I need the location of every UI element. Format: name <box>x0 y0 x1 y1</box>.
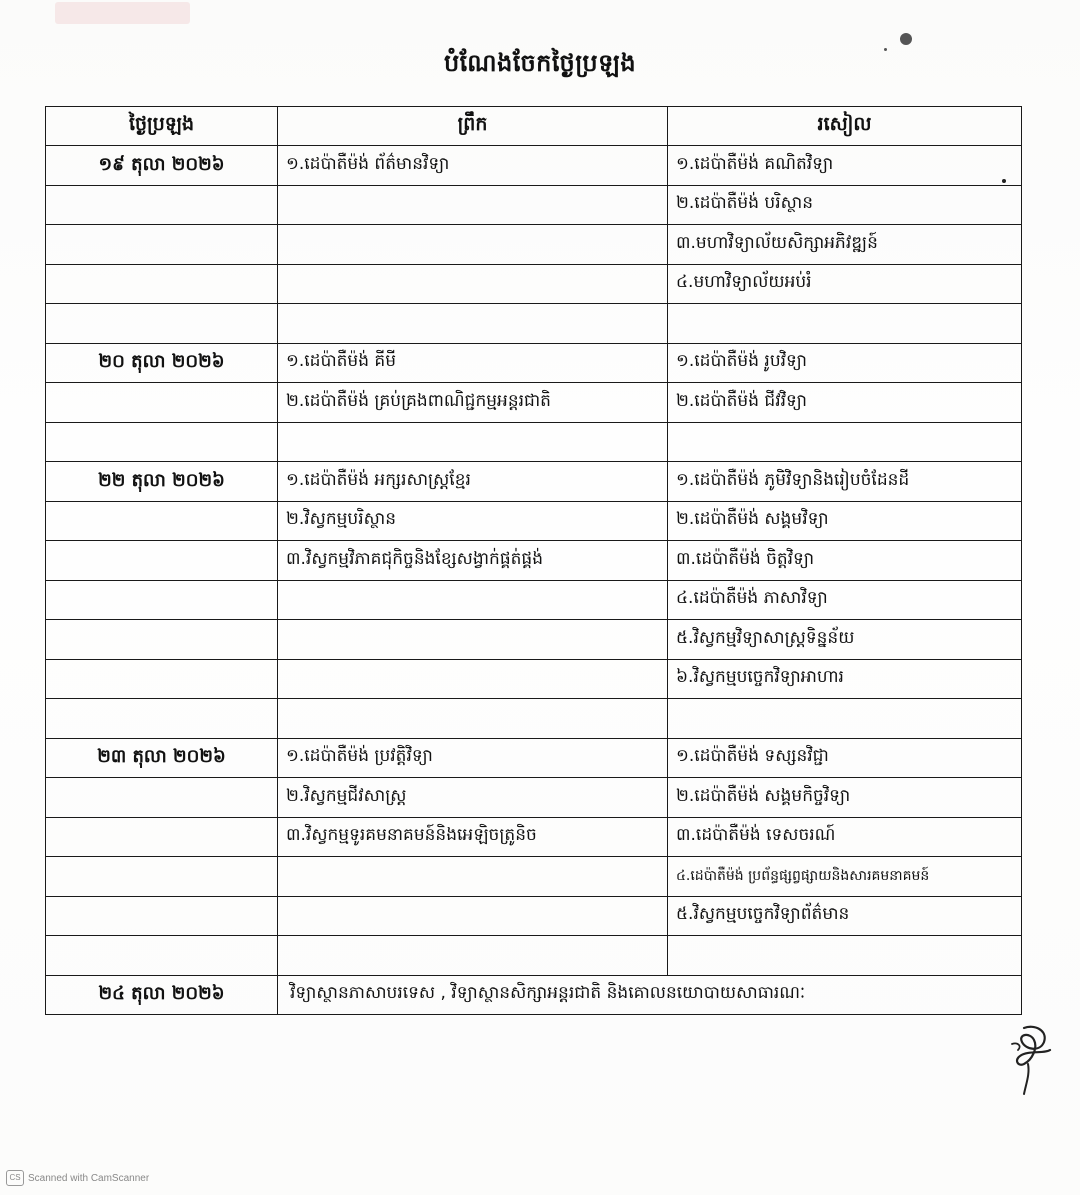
afternoon-session-cell: ៣.ដេប៉ាតឺម៉ង់ ចិត្តវិទ្យា <box>668 541 1022 581</box>
header-morning: ព្រឹក <box>278 107 668 146</box>
morning-session-cell <box>278 896 668 936</box>
afternoon-session-cell: ១.ដេប៉ាតឺម៉ង់ ភូមិវិទ្យានិងរៀបចំដែនដី <box>668 462 1022 502</box>
exam-date-cell <box>46 501 278 541</box>
afternoon-session-cell: ៤.ដេប៉ាតឺម៉ង់ ប្រព័ន្ធផ្សព្វផ្សាយនិងសារគមនាគមន៍ <box>668 857 1022 897</box>
scan-stain <box>55 2 190 24</box>
exam-date-cell <box>46 659 278 699</box>
afternoon-session-cell <box>668 936 1022 976</box>
table-row <box>46 383 1022 423</box>
morning-session-cell: ១.ដេប៉ាតឺម៉ង់ ប្រវត្តិវិទ្យា <box>278 738 668 778</box>
table-row <box>46 225 1022 265</box>
morning-session-cell: ២.ដេប៉ាតឺម៉ង់ គ្រប់គ្រងពាណិជ្ជកម្មអន្តរជាតិ <box>278 383 668 423</box>
morning-session-cell: ១.ដេប៉ាតឺម៉ង់ គីមី <box>278 343 668 383</box>
exam-date-cell <box>46 778 278 818</box>
afternoon-session-cell: ៤.ដេប៉ាតឺម៉ង់ ភាសាវិទ្យា <box>668 580 1022 620</box>
table-row <box>46 501 1022 541</box>
table-row <box>46 146 1022 186</box>
exam-date-cell <box>46 225 278 265</box>
morning-session-cell <box>278 304 668 344</box>
morning-session-cell <box>278 936 668 976</box>
table-row <box>46 857 1022 897</box>
table-row <box>46 343 1022 383</box>
morning-session-cell <box>278 580 668 620</box>
exam-date-cell <box>46 580 278 620</box>
combined-session-cell: វិទ្យាស្ថានភាសាបរទេស , វិទ្យាស្ថានសិក្សាអន្តរជាតិ និងគោលនយោបាយសាធារណៈ <box>278 975 1022 1015</box>
afternoon-session-cell <box>668 422 1022 462</box>
table-row <box>46 738 1022 778</box>
table-row <box>46 896 1022 936</box>
morning-session-cell <box>278 699 668 739</box>
afternoon-session-cell <box>668 699 1022 739</box>
signature-icon <box>1004 1020 1056 1098</box>
afternoon-session-cell: ២.ដេប៉ាតឺម៉ង់ សង្គមកិច្ចវិទ្យា <box>668 778 1022 818</box>
exam-date-cell: ២៣ តុលា ២០២៦ <box>46 738 278 778</box>
exam-date-cell <box>46 422 278 462</box>
table-row <box>46 778 1022 818</box>
morning-session-cell: ៣.វិស្វកម្មទូរគមនាគមន៍និងអេឡិចត្រូនិច <box>278 817 668 857</box>
afternoon-session-cell: ៦.វិស្វកម្មបច្ចេកវិទ្យាអាហារ <box>668 659 1022 699</box>
morning-session-cell <box>278 225 668 265</box>
header-exam-date: ថ្ងៃប្រឡង <box>46 107 278 146</box>
table-row <box>46 541 1022 581</box>
afternoon-session-cell: ១.ដេប៉ាតឺម៉ង់ គណិតវិទ្យា <box>668 146 1022 186</box>
afternoon-session-cell <box>668 304 1022 344</box>
morning-session-cell: ២.វិស្វកម្មជីវសាស្ត្រ <box>278 778 668 818</box>
table-header-row <box>46 107 1022 146</box>
table-row <box>46 264 1022 304</box>
exam-date-cell <box>46 817 278 857</box>
exam-date-cell <box>46 383 278 423</box>
exam-date-cell <box>46 857 278 897</box>
afternoon-session-cell: ៣.ដេប៉ាតឺម៉ង់ ទេសចរណ៍ <box>668 817 1022 857</box>
table-row <box>46 659 1022 699</box>
exam-date-cell <box>46 185 278 225</box>
morning-session-cell: ១.ដេប៉ាតឺម៉ង់ អក្សរសាស្ត្រខ្មែរ <box>278 462 668 502</box>
scanner-footer-text: Scanned with CamScanner <box>28 1172 150 1184</box>
ink-dot <box>900 33 912 45</box>
exam-date-cell <box>46 264 278 304</box>
morning-session-cell <box>278 857 668 897</box>
morning-session-cell <box>278 264 668 304</box>
exam-date-cell <box>46 541 278 581</box>
afternoon-session-cell: ៤.មហាវិទ្យាល័យអប់រំ <box>668 264 1022 304</box>
exam-date-cell: ១៩ តុលា ២០២៦ <box>46 146 278 186</box>
afternoon-session-cell: ១.ដេប៉ាតឺម៉ង់ ទស្សនវិជ្ជា <box>668 738 1022 778</box>
table-row <box>46 817 1022 857</box>
document-title: បំណែងចែកថ្ងៃប្រឡង <box>443 49 637 77</box>
exam-date-cell <box>46 936 278 976</box>
table-row <box>46 580 1022 620</box>
morning-session-cell <box>278 620 668 660</box>
camscanner-icon: CS <box>6 1170 24 1186</box>
exam-schedule-table <box>45 106 1022 1015</box>
table-row <box>46 936 1022 976</box>
morning-session-cell <box>278 422 668 462</box>
afternoon-session-cell: ២.ដេប៉ាតឺម៉ង់ បរិស្ថាន <box>668 185 1022 225</box>
morning-session-cell: ១.ដេប៉ាតឺម៉ង់ ព័ត៌មានវិទ្យា <box>278 146 668 186</box>
exam-date-cell <box>46 620 278 660</box>
morning-session-cell <box>278 185 668 225</box>
exam-date-cell <box>46 896 278 936</box>
afternoon-session-cell: ១.ដេប៉ាតឺម៉ង់ រូបវិទ្យា <box>668 343 1022 383</box>
table-row <box>46 422 1022 462</box>
table-body <box>46 146 1022 1015</box>
afternoon-session-cell: ៣.មហាវិទ្យាល័យសិក្សាអភិវឌ្ឍន៍ <box>668 225 1022 265</box>
exam-date-cell <box>46 304 278 344</box>
morning-session-cell: ២.វិស្វកម្មបរិស្ថាន <box>278 501 668 541</box>
afternoon-session-cell: ៥.វិស្វកម្មវិទ្យាសាស្ត្រទិន្នន័យ <box>668 620 1022 660</box>
exam-date-cell: ២២ តុលា ២០២៦ <box>46 462 278 502</box>
header-afternoon: រសៀល <box>668 107 1022 146</box>
scanner-footer <box>6 1170 149 1186</box>
exam-date-cell: ២៤ តុលា ២០២៦ <box>46 975 278 1015</box>
morning-session-cell <box>278 659 668 699</box>
table-row <box>46 699 1022 739</box>
table-row <box>46 304 1022 344</box>
exam-date-cell: ២០ តុលា ២០២៦ <box>46 343 278 383</box>
afternoon-session-cell: ២.ដេប៉ាតឺម៉ង់ សង្គមវិទ្យា <box>668 501 1022 541</box>
afternoon-session-cell: ៥.វិស្វកម្មបច្ចេកវិទ្យាព័ត៌មាន <box>668 896 1022 936</box>
morning-session-cell: ៣.វិស្វកម្មវិភាគជុកិច្ចនិងខ្សែសង្វាក់ផ្គត់ផ្គង់ <box>278 541 668 581</box>
table-row <box>46 975 1022 1015</box>
table-row <box>46 462 1022 502</box>
table-row <box>46 620 1022 660</box>
exam-date-cell <box>46 699 278 739</box>
table-row <box>46 185 1022 225</box>
afternoon-session-cell: ២.ដេប៉ាតឺម៉ង់ ជីវវិទ្យា <box>668 383 1022 423</box>
